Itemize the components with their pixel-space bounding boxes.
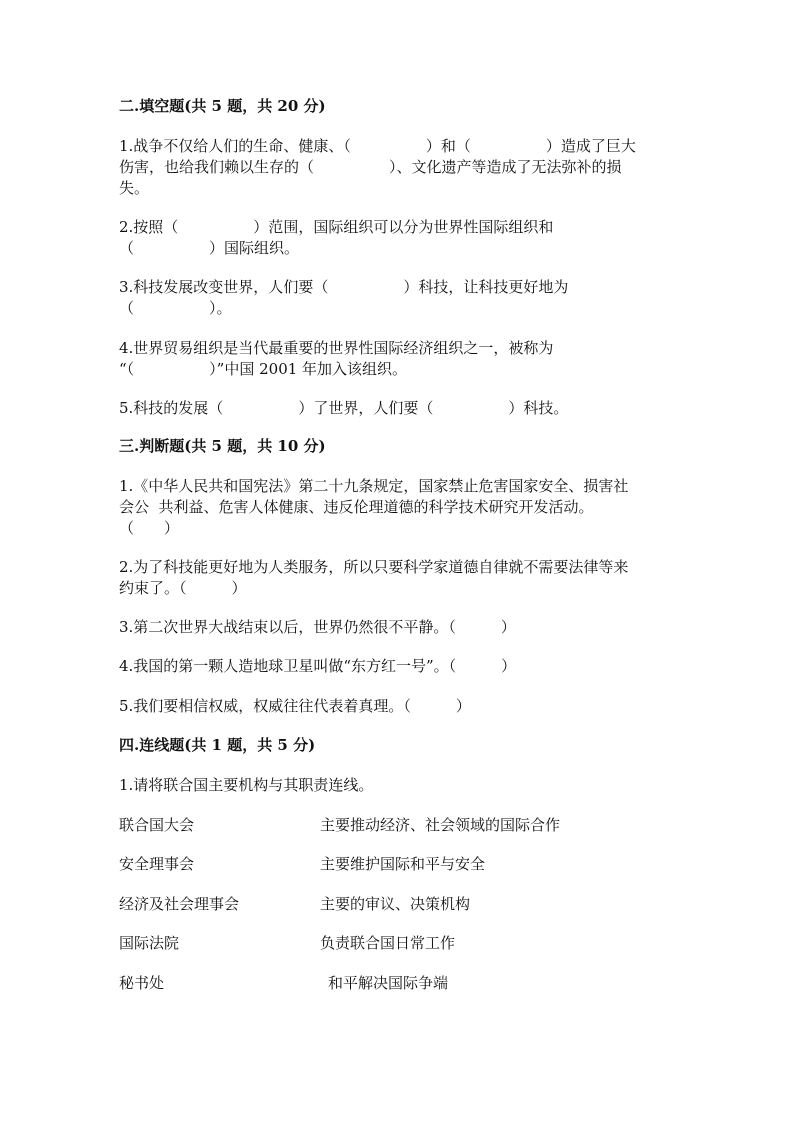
judge-question-3 [119, 617, 679, 638]
fill-question-2 [119, 217, 679, 259]
question-line: 伤害，也给我们赖以生存的（ ）、文化遗产等造成了无法弥补的损 [119, 158, 622, 176]
section-title-true-false: 三.判断题(共 5 题，共 10 分) [119, 437, 326, 455]
question-line: 5.我们要相信权威，权威往往代表着真理。（ ） [119, 697, 471, 715]
matching-left-item: 安全理事会 [119, 855, 195, 873]
question-line: 失。 [119, 179, 150, 197]
judge-question-5 [119, 696, 679, 717]
section-title-fill-in: 二.填空题(共 5 题，共 20 分) [119, 97, 326, 115]
fill-question-5 [119, 398, 679, 419]
question-line: 2.按照（ ）范围，国际组织可以分为世界性国际组织和 [119, 218, 554, 236]
question-line: （ ）。 [119, 299, 232, 317]
question-line: 3.科技发展改变世界，人们要（ ）科技，让科技更好地为 [119, 278, 569, 296]
question-line: 4.我国的第一颗人造地球卫星叫做“东方红一号”。（ ） [119, 657, 517, 675]
judge-question-4 [119, 656, 679, 677]
question-line: 2.为了科技能更好地为人类服务，所以只要科学家道德自律就不需要法律等来 [119, 558, 629, 576]
question-line: 约束了。（ ） [119, 579, 247, 597]
matching-question-1 [119, 775, 679, 796]
section-title-matching: 四.连线题(共 1 题，共 5 分) [119, 736, 316, 754]
judge-question-2 [119, 557, 679, 599]
question-line: 1.请将联合国主要机构与其职责连线。 [119, 776, 374, 794]
question-line: （ ） [119, 519, 180, 537]
question-line: “（ ）”中国 2001 年加入该组织。 [119, 360, 408, 378]
question-line: 1.《中华人民共和国宪法》第二十九条规定，国家禁止危害国家安全、损害社 [119, 477, 629, 495]
question-line: 1.战争不仅给人们的生命、健康、（ ）和（ ）造成了巨大 [119, 137, 636, 155]
question-line: 3.第二次世界大战结束以后，世界仍然很不平静。（ ） [119, 618, 516, 636]
matching-left-item: 秘书处 [119, 974, 165, 992]
matching-left-item: 国际法院 [119, 934, 180, 952]
fill-question-1 [119, 136, 679, 199]
matching-right-item: 负责联合国日常工作 [320, 934, 456, 952]
matching-right-item: 主要推动经济、社会领域的国际合作 [320, 816, 561, 834]
question-line: 会公 共利益、危害人体健康、违反伦理道德的科学技术研究开发活动。 [119, 498, 594, 516]
matching-right-item: 主要维护国际和平与安全 [320, 855, 486, 873]
matching-left-item: 经济及社会理事会 [119, 895, 240, 913]
matching-right-item: 主要的审议、决策机构 [320, 895, 471, 913]
question-line: 4.世界贸易组织是当代最重要的世界性国际经济组织之一，被称为 [119, 339, 554, 357]
matching-right-item: 和平解决国际争端 [328, 974, 449, 992]
fill-question-4 [119, 338, 679, 380]
judge-question-1 [119, 476, 679, 539]
fill-question-3 [119, 277, 679, 319]
question-line: （ ）国际组织。 [119, 239, 300, 257]
matching-left-item: 联合国大会 [119, 816, 195, 834]
question-line: 5.科技的发展（ ）了世界，人们要（ ）科技。 [119, 399, 569, 417]
